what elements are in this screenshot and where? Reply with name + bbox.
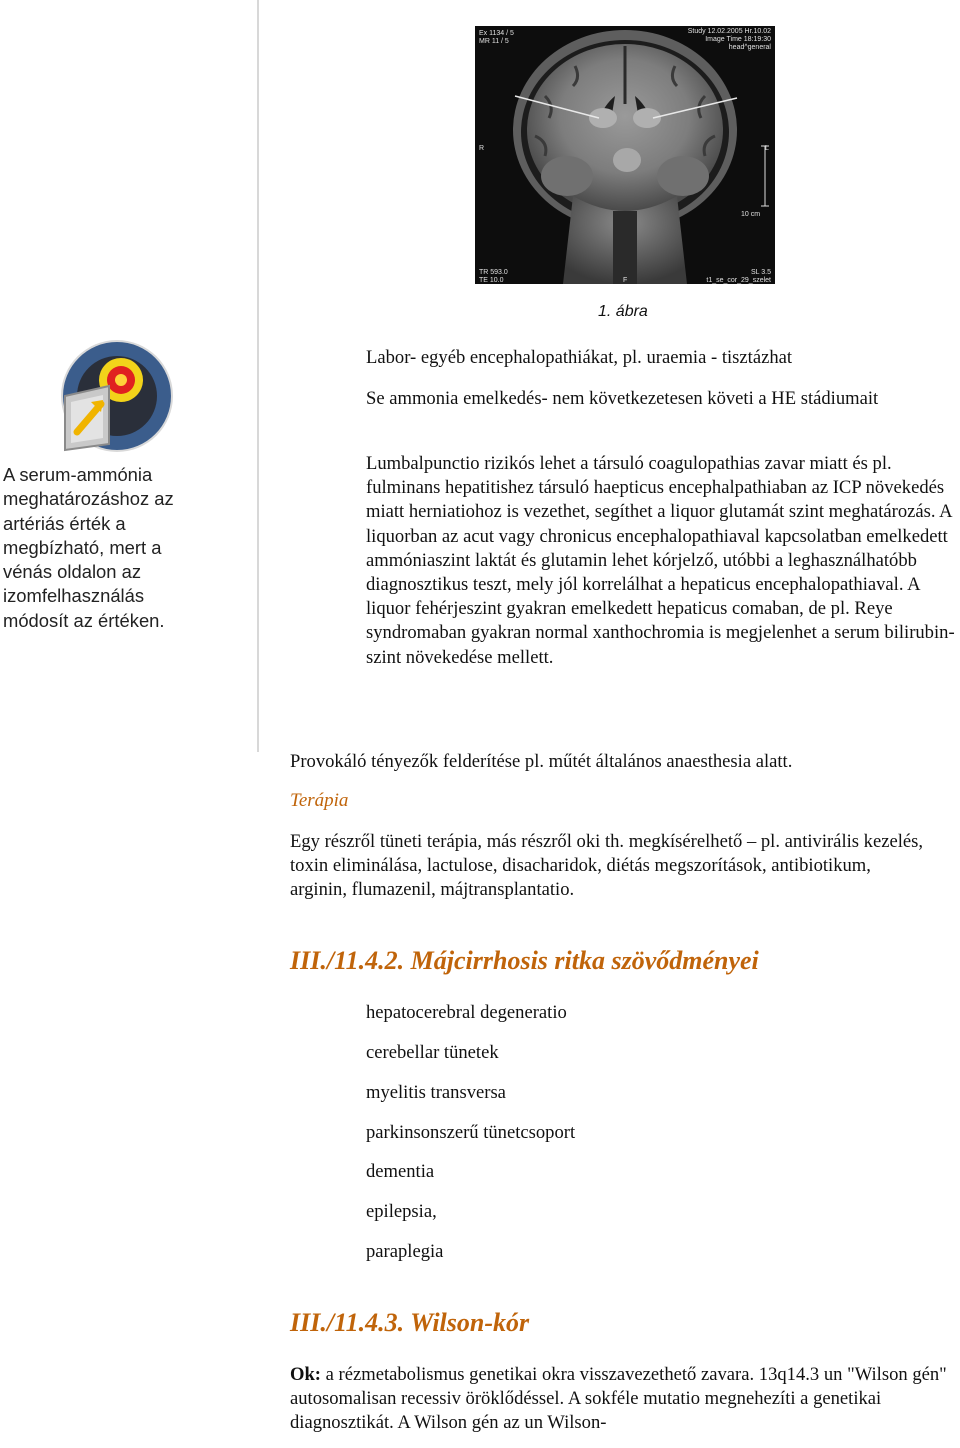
mri-label-bottom-right-1: SL 3.5	[751, 269, 771, 276]
mri-label-top-left-1: Ex 1134 / 5	[479, 30, 514, 37]
mri-label-bottom-left-1: TR 593.0	[479, 269, 508, 276]
list-item: hepatocerebral degeneratio	[366, 1002, 567, 1023]
paragraph-provoking-factors: Provokáló tényezők felderítése pl. műtét általános anaesthesia alatt.	[290, 751, 793, 772]
paragraph-labor: Labor- egyéb encephalopathiákat, pl. uraemia - tisztázhat	[366, 347, 793, 368]
mri-label-right-marker: L	[765, 145, 769, 152]
sidebar-divider	[257, 0, 259, 752]
paragraph-therapy: Egy részről tüneti terápia, más részről oki th. megkísérelhető – pl. antivirális kezelés, toxin eliminálása, lactulose, disacharidok, diétás megszorítások, antibiotikum, arginin, flumazenil, májtransplantatio.	[290, 831, 924, 901]
list-item: myelitis transversa	[366, 1082, 506, 1103]
mri-label-top-right-2: Image Time 18:19:30	[705, 36, 771, 43]
mri-label-bottom-left-2: TE 10.0	[479, 277, 504, 284]
list-item: paraplegia	[366, 1241, 444, 1262]
list-item: dementia	[366, 1161, 435, 1182]
sidebar-note: A serum-ammónia meghatározáshoz az artériás érték a megbízható, mert a vénás oldalon az izomfelhasználás módosít az értéken.	[3, 464, 174, 631]
mri-label-bottom-center: F	[623, 277, 628, 284]
paragraph-ammonia: Se ammonia emelkedés- nem következetesen követi a HE stádiumait	[366, 388, 879, 409]
mri-label-top-left-2: MR 11 / 5	[479, 38, 509, 45]
cause-label: Ok:	[290, 1364, 321, 1385]
mri-coronal-image	[475, 26, 775, 284]
mri-label-top-right-3: head^general	[728, 44, 771, 51]
cause-text: a rézmetabolismus genetikai okra visszavezethető zavara. 13q14.3 un "Wilson gén" autosomalisan recessiv öröklődéssel. A sokféle mutatio megnehezíti a genetikai diagnosztikát. A Wilson gén az un Wilson-	[290, 1364, 947, 1434]
list-item: epilepsia,	[366, 1201, 437, 1222]
therapy-heading: Terápia	[290, 790, 349, 811]
mri-label-top-right-1: Study 12.02.2005 Hr.10.02	[687, 28, 771, 35]
list-item: cerebellar tünetek	[366, 1042, 499, 1063]
section-heading-wilson: III./11.4.3. Wilson-kór	[290, 1308, 530, 1337]
pointer-note-icon	[57, 340, 173, 456]
paragraph-lumbalpunctio: Lumbalpunctio rizikós lehet a társuló coagulopathias zavar miatt és pl. fulminans hepatitishez társuló haepticus encephalpathiaban az ICP növekedés miatt herniatiohoz is vezethet, segíthet a liquor glutamát szint meghatározás. A liquorban az acut vagy chronicus encephalopathiaval kapcsolatban emelkedett ammóniaszint laktát és glutamin lehet kórjelző, utóbbi a leghasználhatóbb diagnosztikus teszt, mely jól korrelálhat a hepaticus encephalopathiaval. A liquor fehérjeszint gyakran emelkedett hepaticus comaban, de pl. Reye syndromaban gyakran normal xanthochromia is megjelenhet a serum bilirubin-szint növekedése mellett.	[366, 453, 955, 668]
mri-label-left-marker: R	[479, 145, 485, 152]
list-item: parkinsonszerű tünetcsoport	[366, 1122, 576, 1143]
section-heading-rare-complications: III./11.4.2. Májcirrhosis ritka szövődményei	[290, 946, 759, 975]
mri-label-bottom-right-2: t1_se_cor_29_szelet	[706, 277, 771, 284]
mri-label-scale: 10 cm	[741, 211, 761, 218]
figure-caption: 1. ábra	[598, 303, 648, 320]
paragraph-wilson-cause	[290, 1363, 958, 1436]
